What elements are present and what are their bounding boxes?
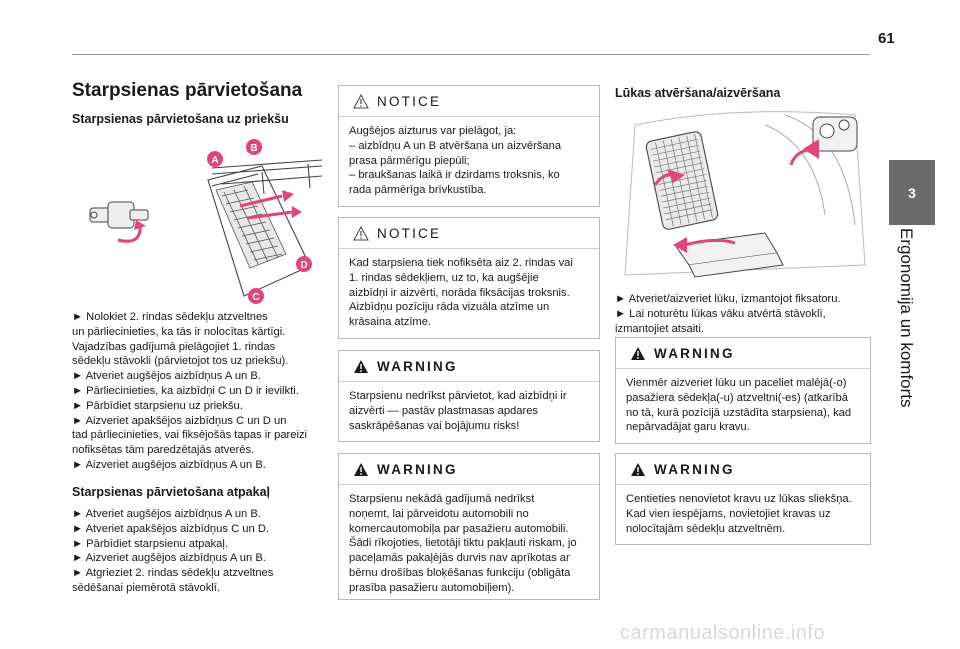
notice-triangle-icon	[353, 226, 369, 241]
label-b-text: B	[250, 143, 258, 154]
notice-line: krāsaina atzīme.	[349, 316, 432, 329]
warning-box-3	[615, 337, 871, 444]
notice-line: Kad starpsiena tiek nofiksēta aiz 2. rindas vai	[349, 257, 573, 269]
warning-line: paceļamās pakaļējās durvis nav aprīkotas ar	[349, 552, 570, 565]
warning-triangle-icon	[630, 462, 646, 477]
instruction-line: ► Aizveriet augšējos aizbīdņus A un B.	[72, 458, 266, 471]
chapter-tab[interactable]	[889, 160, 935, 225]
instruction-line: ► Nolokiet 2. rindas sēdekļu atzveltnes	[72, 311, 268, 323]
notice-line: – aizbīdņu A un B atvēršana un aizvēršana	[349, 139, 562, 152]
warning-triangle-icon	[630, 346, 646, 361]
warning-header	[616, 454, 870, 485]
warning-title: WARNING	[654, 345, 735, 361]
warning-line: prasība pasažieru automobiļiem).	[349, 581, 515, 594]
warning-line: noņemt, lai pārveidotu automobili no	[349, 507, 529, 520]
notice-line: prasa pārmērīgu piepūli;	[349, 154, 470, 167]
warning-text	[616, 369, 870, 441]
notice-line: Aizbīdņu pozīciju rāda vizuāla atzīme un	[349, 301, 550, 314]
instruction-line: ► Atveriet augšējos aizbīdņus A un B.	[72, 370, 261, 383]
warning-line: bērnu drošības bloķēšanas funkciju (obligāta	[349, 566, 571, 579]
warning-box-1	[338, 350, 600, 442]
chapter-title-vertical	[886, 228, 926, 408]
warning-line: aizvērti — pastāv plastmasas apdares	[349, 404, 539, 417]
watermark: carmanualsonline.info	[620, 622, 826, 644]
hatch-heading: Lūkas atvēršana/aizvēršana	[615, 86, 781, 100]
notice-line: aizbīdņi ir aizvērti, norāda fiksācijas troksnis.	[349, 286, 570, 299]
notice-title: NOTICE	[377, 93, 442, 109]
warning-header	[339, 351, 599, 382]
warning-header	[339, 454, 599, 485]
instruction-line: ► Atveriet augšējos aizbīdņus A un B.	[72, 508, 261, 520]
instruction-line: ► Aizveriet apakšējos aizbīdņus C un D un	[72, 414, 287, 427]
warning-title: WARNING	[377, 358, 458, 374]
instruction-line: ► Lai noturētu lūkas vāku atvērtā stāvoklī,	[615, 307, 826, 320]
header-divider	[72, 54, 870, 55]
notice-box-1	[338, 85, 600, 207]
notice-line: rada pārmērīga brīvkustība.	[349, 184, 487, 197]
column-3	[615, 80, 871, 100]
warning-line: no tā, kurā pozīcijā uzstādīta starpsiena), kad	[626, 406, 852, 419]
instruction-line: izmantojiet atsaiti.	[615, 322, 704, 335]
instruction-line: ► Atgrieziet 2. rindas sēdekļu atzveltnes	[72, 567, 274, 580]
warning-title: WARNING	[377, 461, 458, 477]
instruction-line: sēdekļu stāvokli (pārvietojot tos uz priekšu).	[72, 355, 289, 368]
notice-text	[339, 249, 599, 336]
column-1	[72, 80, 322, 126]
chapter-number: 3	[908, 184, 916, 201]
label-a-text: A	[211, 155, 219, 166]
warning-line: Starpsienu nekādā gadījumā nedrīkst	[349, 493, 535, 505]
notice-line: Augšējos aizturus var pielāgot, ja:	[349, 125, 517, 137]
warning-text	[339, 382, 599, 439]
notice-header	[339, 218, 599, 249]
instruction-line: tad pārliecinieties, vai fiksējošās tapas ir pareizi	[72, 429, 308, 442]
instruction-line: ► Pārbīdiet starpsienu atpakaļ.	[72, 537, 228, 550]
instruction-line: sēdēšanai piemērotā stāvoklī.	[72, 581, 221, 594]
warning-header	[616, 338, 870, 369]
notice-header	[339, 86, 599, 117]
warning-line: saskrāpēšanas vai bojājumu risks!	[349, 419, 520, 432]
warning-line: komercautomobiļa par pasažieru automobili.	[349, 522, 569, 535]
warning-line: Centieties nenovietot kravu uz lūkas sliekšņa.	[626, 493, 852, 505]
notice-box-2	[338, 217, 600, 339]
warning-text	[616, 485, 870, 542]
partition-latch-illustration	[72, 136, 322, 306]
notice-line: 1. rindas sēdekļiem, uz to, ka augšējie	[349, 271, 539, 284]
notice-line: – braukšanas laikā ir dzirdams troksnis, ko	[349, 169, 560, 182]
warning-line: Starpsienu nedrīkst pārvietot, kad aizbīdņi ir	[349, 390, 567, 402]
backward-instructions	[72, 507, 324, 596]
warning-title: WARNING	[654, 461, 735, 477]
hatch-instructions	[615, 292, 875, 336]
warning-line: nepārvadājat garu kravu.	[626, 421, 750, 434]
instruction-line: Vajadzības gadījumā pielāgojiet 1. rindas	[72, 340, 276, 353]
warning-line: Vienmēr aizveriet lūku un paceliet malējā(-o)	[626, 377, 847, 389]
warning-triangle-icon	[353, 359, 369, 374]
warning-triangle-icon	[353, 462, 369, 477]
forward-instructions	[72, 310, 324, 473]
section-title: Starpsienas pārvietošana	[72, 80, 303, 101]
instruction-line: ► Pārliecinieties, ka aizbīdņi C un D ir ievilkti.	[72, 384, 299, 397]
backward-heading: Starpsienas pārvietošana atpakaļ	[72, 485, 271, 499]
label-c-text: C	[252, 292, 260, 303]
warning-box-2	[338, 453, 600, 600]
warning-line: nolocītajām sēdekļu atzveltnēm.	[626, 522, 786, 535]
instruction-line: ► Atveriet apakšējos aizbīdņus C un D.	[72, 522, 270, 535]
warning-line: Šādi rīkojoties, lietotāji tiktu pakļauti riskam, jo	[349, 537, 577, 550]
page-number: 61	[878, 30, 895, 47]
warning-text	[339, 485, 599, 602]
warning-line: pasažiera sēdekļa(-u) atzveltni(-es) (atkarībā	[626, 391, 848, 404]
instruction-line: ► Pārbīdiet starpsienu uz priekšu.	[72, 399, 243, 412]
forward-heading: Starpsienas pārvietošana uz priekšu	[72, 112, 289, 126]
label-d-text: D	[300, 260, 308, 271]
instruction-line: ► Atveriet/aizveriet lūku, izmantojot fiksatoru.	[615, 293, 841, 305]
notice-title: NOTICE	[377, 225, 442, 241]
warning-box-4	[615, 453, 871, 545]
chapter-title: Ergonomija un komforts	[897, 228, 916, 408]
instruction-line: ► Aizveriet augšējos aizbīdņus A un B.	[72, 552, 266, 565]
notice-text	[339, 117, 599, 204]
hatch-illustration	[615, 105, 871, 285]
notice-triangle-icon	[353, 94, 369, 109]
warning-line: Kad vien iespējams, novietojiet kravas uz	[626, 507, 831, 520]
instruction-line: un pārliecinieties, ka tās ir nolocītas kārtīgi.	[72, 325, 286, 338]
instruction-line: nofiksētas tām paredzētajās atverēs.	[72, 444, 255, 457]
